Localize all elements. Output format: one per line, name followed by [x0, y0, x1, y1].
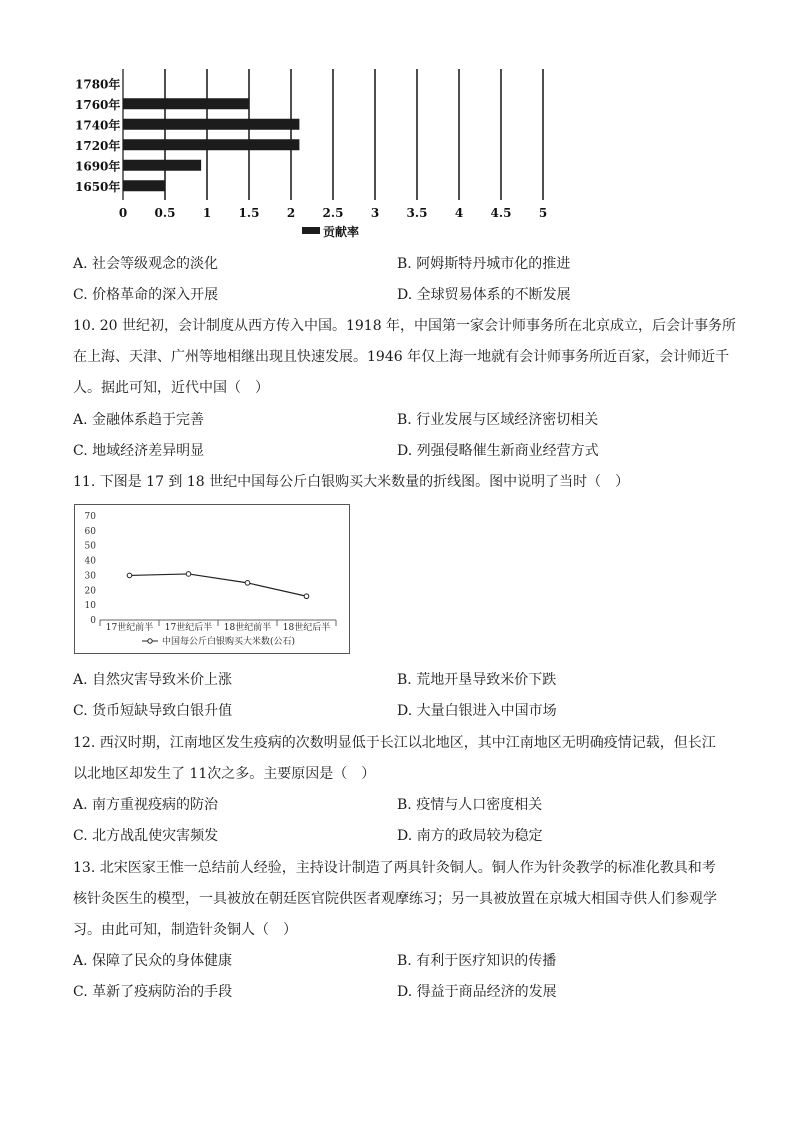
category-label: 1780年 — [75, 77, 121, 92]
bar — [123, 160, 201, 171]
x-tick-label: 2.5 — [322, 206, 344, 220]
q10-option-c[interactable]: C. 地域经济差异明显 — [73, 443, 205, 459]
q10-stem-line-2: 在上海、天津、广州等地相继出现且快速发展。1946 年仅上海一地就有会计师事务所近百家，会计师近千 — [73, 349, 730, 365]
data-point — [186, 572, 191, 577]
x-tick-label: 2 — [286, 206, 296, 220]
x-tick-label: 17世纪后半 — [164, 623, 213, 633]
q12-option-d[interactable]: D. 南方的政局较为稳定 — [397, 828, 543, 844]
q12-stem-line-1: 12. 西汉时期，江南地区发生疫病的次数明显低于长江以北地区，其中江南地区无明确疫情记载，但长江 — [73, 735, 716, 751]
category-label: 1650年 — [75, 179, 121, 194]
x-tick-label: 18世纪后半 — [282, 623, 331, 633]
q9-option-b[interactable]: B. 阿姆斯特丹城市化的推进 — [397, 256, 571, 272]
x-tick-label: 3 — [370, 206, 380, 220]
q9-option-a[interactable]: A. 社会等级观念的淡化 — [73, 256, 219, 272]
x-tick-label: 4 — [454, 206, 464, 220]
q11-stem: 11. 下图是 17 到 18 世纪中国每公斤白银购买大米数量的折线图。图中说明了当时（ ） — [73, 474, 630, 490]
q13-stem-line-3: 习。由此可知，制造针灸铜人（ ） — [73, 922, 297, 938]
y-tick-label: 20 — [84, 586, 96, 597]
q13-option-b[interactable]: B. 有利于医疗知识的传播 — [397, 953, 557, 969]
legend-marker — [148, 639, 152, 643]
x-tick-label: 4.5 — [490, 206, 512, 220]
q12-option-a[interactable]: A. 南方重视疫病的防治 — [73, 797, 219, 813]
y-tick-label: 10 — [84, 601, 96, 612]
x-tick-label: 18世纪前半 — [223, 623, 272, 633]
x-tick-label: 5 — [538, 206, 548, 220]
data-point — [304, 594, 309, 599]
q13-stem-line-2: 核针灸医生的模型，一具被放在朝廷医官院供医者观摩练习；另一具被放置在京城大相国寺供人们参观学 — [73, 891, 717, 907]
q11-option-d[interactable]: D. 大量白银进入中国市场 — [397, 703, 557, 719]
y-tick-label: 70 — [84, 512, 96, 522]
q12-stem-line-2: 以北地区却发生了 11次之多。主要原因是（ ） — [73, 766, 376, 782]
q13-option-c[interactable]: C. 革新了疫病防治的手段 — [73, 984, 233, 1000]
legend-label: 贡献率 — [323, 225, 360, 239]
category-label: 1690年 — [75, 159, 121, 174]
q10-option-d[interactable]: D. 列强侵略催生新商业经营方式 — [397, 443, 599, 459]
q11-option-c[interactable]: C. 货币短缺导致白银升值 — [73, 703, 233, 719]
data-point — [245, 581, 250, 586]
bar — [123, 119, 299, 130]
x-tick-label: 0 — [118, 206, 128, 220]
q13-option-d[interactable]: D. 得益于商品经济的发展 — [397, 984, 557, 1000]
legend-label: 中国每公斤白银购买大米数(公石) — [162, 637, 296, 647]
bar — [123, 180, 165, 191]
y-tick-label: 40 — [84, 556, 96, 567]
q9-option-c[interactable]: C. 价格革命的深入开展 — [73, 287, 219, 303]
category-label: 1760年 — [75, 97, 121, 112]
q10-stem-line-3: 人。据此可知，近代中国（ ） — [73, 380, 269, 396]
contribution-bar-chart — [70, 65, 560, 245]
bar — [123, 98, 249, 109]
bar — [123, 139, 299, 150]
y-tick-label: 60 — [84, 526, 96, 537]
category-label: 1740年 — [75, 118, 121, 133]
q10-option-a[interactable]: A. 金融体系趋于完善 — [73, 412, 205, 428]
q12-option-c[interactable]: C. 北方战乱使灾害频发 — [73, 828, 219, 844]
q11-option-b[interactable]: B. 荒地开垦导致米价下跌 — [397, 672, 557, 688]
q12-option-b[interactable]: B. 疫情与人口密度相关 — [397, 797, 543, 813]
q10-stem-line-1: 10. 20 世纪初，会计制度从西方传入中国。1918 年，中国第一家会计师事务所在北京成立，后会计事务所 — [73, 318, 737, 334]
x-tick-label: 3.5 — [406, 206, 428, 220]
rice-price-line-chart — [74, 504, 350, 654]
y-tick-label: 0 — [90, 616, 96, 626]
y-tick-label: 30 — [84, 571, 96, 582]
x-tick-label: 1 — [202, 206, 212, 220]
x-tick-label: 17世纪前半 — [105, 623, 154, 633]
x-tick-label: 0.5 — [154, 206, 176, 220]
legend-swatch — [302, 227, 320, 234]
x-tick-label: 1.5 — [238, 206, 260, 220]
data-point — [127, 573, 132, 578]
q13-stem-line-1: 13. 北宋医家王惟一总结前人经验，主持设计制造了两具针灸铜人。铜人作为针灸教学的标准化教具和考 — [73, 860, 716, 876]
q11-option-a[interactable]: A. 自然灾害导致米价上涨 — [73, 672, 233, 688]
series-line — [130, 574, 307, 596]
q13-option-a[interactable]: A. 保障了民众的身体健康 — [73, 953, 233, 969]
q9-option-d[interactable]: D. 全球贸易体系的不断发展 — [397, 287, 571, 303]
category-label: 1720年 — [75, 138, 121, 153]
y-tick-label: 50 — [84, 541, 96, 552]
q10-option-b[interactable]: B. 行业发展与区域经济密切相关 — [397, 412, 599, 428]
